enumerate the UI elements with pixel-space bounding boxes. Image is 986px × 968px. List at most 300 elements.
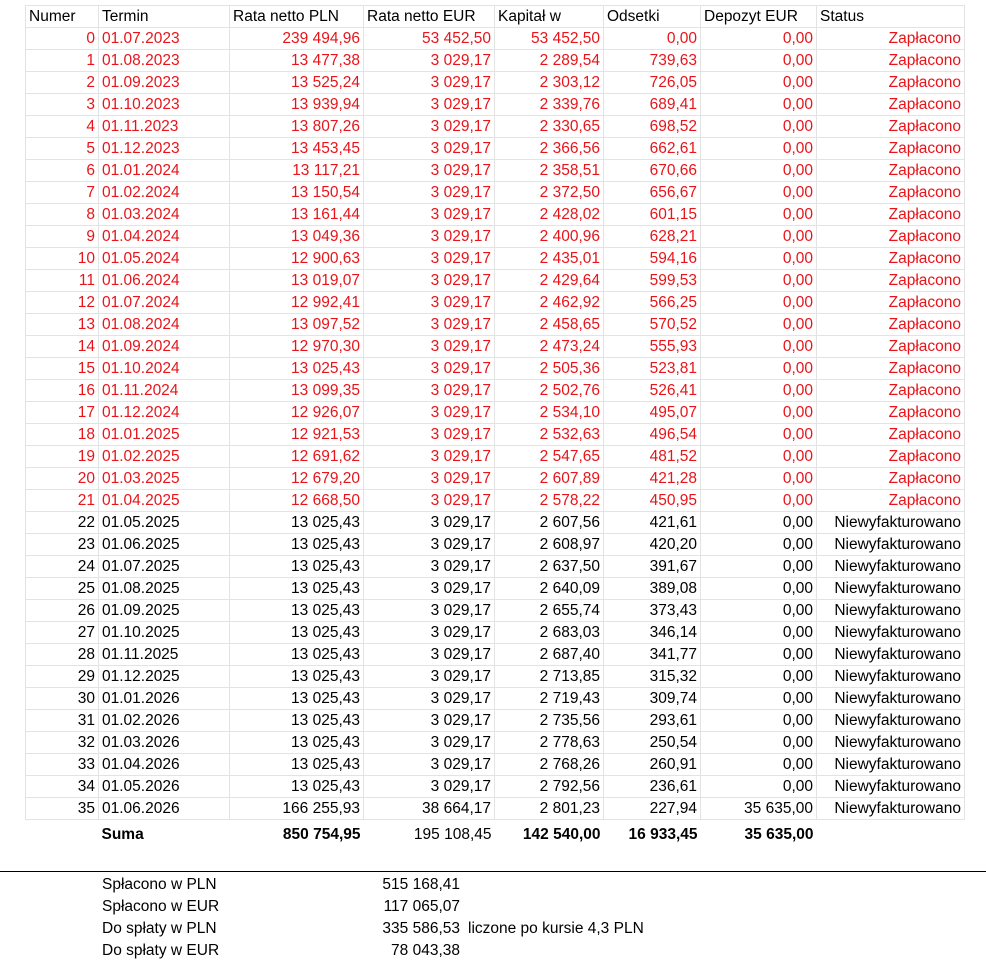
cell-rata-pln[interactable]: 13 477,38 bbox=[230, 50, 364, 72]
cell-rata-pln[interactable]: 13 939,94 bbox=[230, 94, 364, 116]
totals-deposit[interactable]: 35 635,00 bbox=[744, 826, 814, 843]
cell-numer[interactable]: 1 bbox=[26, 50, 99, 72]
cell-kapital[interactable]: 2 366,56 bbox=[495, 138, 604, 160]
cell-numer[interactable]: 26 bbox=[26, 600, 99, 622]
cell-kapital[interactable]: 2 547,65 bbox=[495, 446, 604, 468]
header-numer[interactable]: Numer bbox=[26, 6, 99, 28]
cell-termin[interactable]: 01.08.2025 bbox=[99, 578, 230, 600]
header-termin[interactable]: Termin bbox=[99, 6, 230, 28]
cell-rata-eur[interactable]: 3 029,17 bbox=[364, 270, 495, 292]
cell-status[interactable]: Niewyfakturowano bbox=[817, 578, 965, 600]
cell-depozyt[interactable]: 0,00 bbox=[701, 710, 817, 732]
cell-termin[interactable]: 01.07.2025 bbox=[99, 556, 230, 578]
cell-termin[interactable]: 01.01.2024 bbox=[99, 160, 230, 182]
cell-rata-eur[interactable]: 3 029,17 bbox=[364, 248, 495, 270]
cell-depozyt[interactable]: 0,00 bbox=[701, 270, 817, 292]
cell-depozyt[interactable]: 0,00 bbox=[701, 490, 817, 512]
cell-termin[interactable]: 01.03.2025 bbox=[99, 468, 230, 490]
cell-odsetki[interactable]: 293,61 bbox=[604, 710, 701, 732]
cell-rata-pln[interactable]: 13 150,54 bbox=[230, 182, 364, 204]
cell-rata-pln[interactable]: 12 970,30 bbox=[230, 336, 364, 358]
cell-depozyt[interactable]: 0,00 bbox=[701, 380, 817, 402]
cell-status[interactable]: Zapłacono bbox=[817, 248, 965, 270]
cell-status[interactable]: Zapłacono bbox=[817, 50, 965, 72]
cell-depozyt[interactable]: 0,00 bbox=[701, 732, 817, 754]
cell-status[interactable]: Zapłacono bbox=[817, 402, 965, 424]
cell-odsetki[interactable]: 523,81 bbox=[604, 358, 701, 380]
cell-rata-eur[interactable]: 3 029,17 bbox=[364, 182, 495, 204]
cell-rata-pln[interactable]: 13 117,21 bbox=[230, 160, 364, 182]
cell-rata-eur[interactable]: 3 029,17 bbox=[364, 226, 495, 248]
cell-termin[interactable]: 01.11.2024 bbox=[99, 380, 230, 402]
cell-depozyt[interactable]: 0,00 bbox=[701, 226, 817, 248]
cell-numer[interactable]: 28 bbox=[26, 644, 99, 666]
cell-status[interactable]: Zapłacono bbox=[817, 72, 965, 94]
cell-kapital[interactable]: 2 534,10 bbox=[495, 402, 604, 424]
cell-odsetki[interactable]: 346,14 bbox=[604, 622, 701, 644]
cell-termin[interactable]: 01.07.2023 bbox=[99, 28, 230, 50]
cell-rata-eur[interactable]: 3 029,17 bbox=[364, 160, 495, 182]
cell-depozyt[interactable]: 0,00 bbox=[701, 776, 817, 798]
cell-odsetki[interactable]: 496,54 bbox=[604, 424, 701, 446]
cell-rata-eur[interactable]: 3 029,17 bbox=[364, 72, 495, 94]
cell-rata-pln[interactable]: 13 025,43 bbox=[230, 534, 364, 556]
cell-status[interactable]: Niewyfakturowano bbox=[817, 512, 965, 534]
cell-kapital[interactable]: 2 768,26 bbox=[495, 754, 604, 776]
cell-numer[interactable]: 7 bbox=[26, 182, 99, 204]
cell-kapital[interactable]: 2 429,64 bbox=[495, 270, 604, 292]
cell-rata-eur[interactable]: 3 029,17 bbox=[364, 534, 495, 556]
cell-status[interactable]: Zapłacono bbox=[817, 292, 965, 314]
summary-note[interactable]: liczone po kursie 4,3 PLN bbox=[468, 920, 644, 937]
cell-termin[interactable]: 01.02.2024 bbox=[99, 182, 230, 204]
cell-rata-eur[interactable]: 3 029,17 bbox=[364, 380, 495, 402]
cell-odsetki[interactable]: 739,63 bbox=[604, 50, 701, 72]
cell-odsetki[interactable]: 570,52 bbox=[604, 314, 701, 336]
cell-odsetki[interactable]: 315,32 bbox=[604, 666, 701, 688]
cell-rata-pln[interactable]: 13 025,43 bbox=[230, 512, 364, 534]
cell-rata-pln[interactable]: 13 025,43 bbox=[230, 622, 364, 644]
cell-rata-pln[interactable]: 12 679,20 bbox=[230, 468, 364, 490]
cell-termin[interactable]: 01.12.2025 bbox=[99, 666, 230, 688]
cell-odsetki[interactable]: 698,52 bbox=[604, 116, 701, 138]
cell-rata-eur[interactable]: 3 029,17 bbox=[364, 666, 495, 688]
cell-numer[interactable]: 2 bbox=[26, 72, 99, 94]
cell-numer[interactable]: 34 bbox=[26, 776, 99, 798]
cell-status[interactable]: Niewyfakturowano bbox=[817, 622, 965, 644]
cell-status[interactable]: Niewyfakturowano bbox=[817, 776, 965, 798]
cell-termin[interactable]: 01.06.2025 bbox=[99, 534, 230, 556]
cell-rata-pln[interactable]: 12 921,53 bbox=[230, 424, 364, 446]
cell-status[interactable]: Zapłacono bbox=[817, 468, 965, 490]
cell-rata-pln[interactable]: 239 494,96 bbox=[230, 28, 364, 50]
cell-termin[interactable]: 01.06.2026 bbox=[99, 798, 230, 820]
cell-numer[interactable]: 6 bbox=[26, 160, 99, 182]
cell-rata-pln[interactable]: 13 019,07 bbox=[230, 270, 364, 292]
cell-kapital[interactable]: 2 462,92 bbox=[495, 292, 604, 314]
cell-numer[interactable]: 18 bbox=[26, 424, 99, 446]
cell-depozyt[interactable]: 0,00 bbox=[701, 182, 817, 204]
cell-status[interactable]: Zapłacono bbox=[817, 380, 965, 402]
cell-termin[interactable]: 01.07.2024 bbox=[99, 292, 230, 314]
cell-termin[interactable]: 01.09.2023 bbox=[99, 72, 230, 94]
cell-rata-pln[interactable]: 12 668,50 bbox=[230, 490, 364, 512]
totals-capital[interactable]: 142 540,00 bbox=[522, 826, 601, 843]
cell-depozyt[interactable]: 0,00 bbox=[701, 336, 817, 358]
cell-termin[interactable]: 01.08.2023 bbox=[99, 50, 230, 72]
cell-numer[interactable]: 30 bbox=[26, 688, 99, 710]
cell-rata-pln[interactable]: 13 025,43 bbox=[230, 358, 364, 380]
summary-value[interactable]: 117 065,07 bbox=[383, 898, 460, 915]
cell-depozyt[interactable]: 0,00 bbox=[701, 72, 817, 94]
cell-termin[interactable]: 01.10.2023 bbox=[99, 94, 230, 116]
cell-rata-pln[interactable]: 166 255,93 bbox=[230, 798, 364, 820]
cell-numer[interactable]: 21 bbox=[26, 490, 99, 512]
cell-status[interactable]: Niewyfakturowano bbox=[817, 600, 965, 622]
cell-numer[interactable]: 35 bbox=[26, 798, 99, 820]
cell-numer[interactable]: 8 bbox=[26, 204, 99, 226]
cell-rata-eur[interactable]: 3 029,17 bbox=[364, 644, 495, 666]
header-rata-eur[interactable]: Rata netto EUR bbox=[364, 6, 495, 28]
cell-kapital[interactable]: 2 330,65 bbox=[495, 116, 604, 138]
cell-depozyt[interactable]: 0,00 bbox=[701, 424, 817, 446]
cell-status[interactable]: Zapłacono bbox=[817, 94, 965, 116]
cell-rata-pln[interactable]: 12 992,41 bbox=[230, 292, 364, 314]
cell-rata-pln[interactable]: 13 025,43 bbox=[230, 754, 364, 776]
cell-numer[interactable]: 24 bbox=[26, 556, 99, 578]
cell-rata-pln[interactable]: 13 025,43 bbox=[230, 644, 364, 666]
cell-termin[interactable]: 01.03.2024 bbox=[99, 204, 230, 226]
cell-numer[interactable]: 17 bbox=[26, 402, 99, 424]
cell-status[interactable]: Zapłacono bbox=[817, 204, 965, 226]
cell-status[interactable]: Niewyfakturowano bbox=[817, 688, 965, 710]
cell-termin[interactable]: 01.12.2024 bbox=[99, 402, 230, 424]
cell-depozyt[interactable]: 0,00 bbox=[701, 94, 817, 116]
cell-numer[interactable]: 19 bbox=[26, 446, 99, 468]
cell-kapital[interactable]: 2 607,56 bbox=[495, 512, 604, 534]
cell-depozyt[interactable]: 0,00 bbox=[701, 138, 817, 160]
cell-depozyt[interactable]: 0,00 bbox=[701, 116, 817, 138]
cell-depozyt[interactable]: 0,00 bbox=[701, 600, 817, 622]
cell-depozyt[interactable]: 0,00 bbox=[701, 314, 817, 336]
cell-termin[interactable]: 01.12.2023 bbox=[99, 138, 230, 160]
cell-odsetki[interactable]: 689,41 bbox=[604, 94, 701, 116]
cell-odsetki[interactable]: 481,52 bbox=[604, 446, 701, 468]
cell-kapital[interactable]: 2 655,74 bbox=[495, 600, 604, 622]
cell-odsetki[interactable]: 389,08 bbox=[604, 578, 701, 600]
cell-rata-eur[interactable]: 3 029,17 bbox=[364, 424, 495, 446]
cell-termin[interactable]: 01.09.2025 bbox=[99, 600, 230, 622]
cell-rata-pln[interactable]: 13 807,26 bbox=[230, 116, 364, 138]
cell-depozyt[interactable]: 0,00 bbox=[701, 468, 817, 490]
cell-kapital[interactable]: 2 801,23 bbox=[495, 798, 604, 820]
cell-kapital[interactable]: 2 687,40 bbox=[495, 644, 604, 666]
cell-rata-pln[interactable]: 13 025,43 bbox=[230, 732, 364, 754]
cell-rata-eur[interactable]: 3 029,17 bbox=[364, 710, 495, 732]
cell-depozyt[interactable]: 0,00 bbox=[701, 292, 817, 314]
header-kapital[interactable]: Kapitał w bbox=[495, 6, 604, 28]
cell-termin[interactable]: 01.04.2025 bbox=[99, 490, 230, 512]
cell-numer[interactable]: 13 bbox=[26, 314, 99, 336]
cell-rata-pln[interactable]: 12 900,63 bbox=[230, 248, 364, 270]
cell-depozyt[interactable]: 0,00 bbox=[701, 28, 817, 50]
cell-rata-eur[interactable]: 3 029,17 bbox=[364, 468, 495, 490]
cell-odsetki[interactable]: 391,67 bbox=[604, 556, 701, 578]
cell-kapital[interactable]: 2 339,76 bbox=[495, 94, 604, 116]
cell-kapital[interactable]: 2 713,85 bbox=[495, 666, 604, 688]
cell-kapital[interactable]: 2 532,63 bbox=[495, 424, 604, 446]
cell-depozyt[interactable]: 0,00 bbox=[701, 644, 817, 666]
cell-status[interactable]: Zapłacono bbox=[817, 28, 965, 50]
cell-status[interactable]: Zapłacono bbox=[817, 336, 965, 358]
cell-status[interactable]: Zapłacono bbox=[817, 270, 965, 292]
cell-status[interactable]: Zapłacono bbox=[817, 138, 965, 160]
cell-numer[interactable]: 15 bbox=[26, 358, 99, 380]
cell-kapital[interactable]: 2 289,54 bbox=[495, 50, 604, 72]
cell-status[interactable]: Niewyfakturowano bbox=[817, 798, 965, 820]
cell-rata-eur[interactable]: 3 029,17 bbox=[364, 292, 495, 314]
cell-depozyt[interactable]: 0,00 bbox=[701, 688, 817, 710]
cell-rata-pln[interactable]: 13 097,52 bbox=[230, 314, 364, 336]
cell-kapital[interactable]: 2 458,65 bbox=[495, 314, 604, 336]
cell-odsetki[interactable]: 656,67 bbox=[604, 182, 701, 204]
cell-depozyt[interactable]: 0,00 bbox=[701, 666, 817, 688]
cell-rata-eur[interactable]: 3 029,17 bbox=[364, 490, 495, 512]
cell-odsetki[interactable]: 250,54 bbox=[604, 732, 701, 754]
cell-odsetki[interactable]: 555,93 bbox=[604, 336, 701, 358]
cell-rata-eur[interactable]: 3 029,17 bbox=[364, 578, 495, 600]
cell-numer[interactable]: 9 bbox=[26, 226, 99, 248]
cell-odsetki[interactable]: 628,21 bbox=[604, 226, 701, 248]
cell-numer[interactable]: 16 bbox=[26, 380, 99, 402]
cell-status[interactable]: Zapłacono bbox=[817, 490, 965, 512]
cell-termin[interactable]: 01.09.2024 bbox=[99, 336, 230, 358]
cell-numer[interactable]: 27 bbox=[26, 622, 99, 644]
cell-depozyt[interactable]: 0,00 bbox=[701, 512, 817, 534]
header-status[interactable]: Status bbox=[817, 6, 965, 28]
cell-depozyt[interactable]: 0,00 bbox=[701, 754, 817, 776]
cell-termin[interactable]: 01.02.2025 bbox=[99, 446, 230, 468]
cell-termin[interactable]: 01.08.2024 bbox=[99, 314, 230, 336]
cell-status[interactable]: Zapłacono bbox=[817, 116, 965, 138]
cell-odsetki[interactable]: 421,61 bbox=[604, 512, 701, 534]
cell-rata-eur[interactable]: 3 029,17 bbox=[364, 314, 495, 336]
cell-rata-eur[interactable]: 3 029,17 bbox=[364, 732, 495, 754]
cell-termin[interactable]: 01.03.2026 bbox=[99, 732, 230, 754]
cell-odsetki[interactable]: 601,15 bbox=[604, 204, 701, 226]
cell-rata-pln[interactable]: 13 025,43 bbox=[230, 578, 364, 600]
cell-odsetki[interactable]: 421,28 bbox=[604, 468, 701, 490]
cell-kapital[interactable]: 2 608,97 bbox=[495, 534, 604, 556]
cell-termin[interactable]: 01.05.2025 bbox=[99, 512, 230, 534]
cell-kapital[interactable]: 2 505,36 bbox=[495, 358, 604, 380]
cell-numer[interactable]: 3 bbox=[26, 94, 99, 116]
cell-depozyt[interactable]: 35 635,00 bbox=[701, 798, 817, 820]
cell-rata-pln[interactable]: 13 025,43 bbox=[230, 710, 364, 732]
cell-termin[interactable]: 01.04.2026 bbox=[99, 754, 230, 776]
cell-numer[interactable]: 0 bbox=[26, 28, 99, 50]
cell-status[interactable]: Zapłacono bbox=[817, 424, 965, 446]
cell-odsetki[interactable]: 726,05 bbox=[604, 72, 701, 94]
cell-termin[interactable]: 01.10.2025 bbox=[99, 622, 230, 644]
cell-numer[interactable]: 14 bbox=[26, 336, 99, 358]
cell-kapital[interactable]: 2 683,03 bbox=[495, 622, 604, 644]
cell-numer[interactable]: 20 bbox=[26, 468, 99, 490]
cell-rata-pln[interactable]: 13 525,24 bbox=[230, 72, 364, 94]
cell-rata-pln[interactable]: 13 025,43 bbox=[230, 776, 364, 798]
cell-status[interactable]: Zapłacono bbox=[817, 446, 965, 468]
cell-kapital[interactable]: 2 435,01 bbox=[495, 248, 604, 270]
cell-odsetki[interactable]: 566,25 bbox=[604, 292, 701, 314]
cell-kapital[interactable]: 2 640,09 bbox=[495, 578, 604, 600]
cell-rata-eur[interactable]: 3 029,17 bbox=[364, 622, 495, 644]
cell-depozyt[interactable]: 0,00 bbox=[701, 204, 817, 226]
cell-termin[interactable]: 01.01.2025 bbox=[99, 424, 230, 446]
cell-termin[interactable]: 01.04.2024 bbox=[99, 226, 230, 248]
cell-numer[interactable]: 4 bbox=[26, 116, 99, 138]
cell-rata-eur[interactable]: 3 029,17 bbox=[364, 446, 495, 468]
cell-termin[interactable]: 01.02.2026 bbox=[99, 710, 230, 732]
cell-termin[interactable]: 01.10.2024 bbox=[99, 358, 230, 380]
cell-rata-eur[interactable]: 3 029,17 bbox=[364, 336, 495, 358]
cell-rata-eur[interactable]: 3 029,17 bbox=[364, 776, 495, 798]
cell-numer[interactable]: 31 bbox=[26, 710, 99, 732]
cell-odsetki[interactable]: 373,43 bbox=[604, 600, 701, 622]
cell-odsetki[interactable]: 450,95 bbox=[604, 490, 701, 512]
cell-termin[interactable]: 01.11.2025 bbox=[99, 644, 230, 666]
cell-kapital[interactable]: 2 792,56 bbox=[495, 776, 604, 798]
cell-kapital[interactable]: 2 778,63 bbox=[495, 732, 604, 754]
cell-kapital[interactable]: 2 400,96 bbox=[495, 226, 604, 248]
cell-odsetki[interactable]: 662,61 bbox=[604, 138, 701, 160]
cell-depozyt[interactable]: 0,00 bbox=[701, 622, 817, 644]
cell-odsetki[interactable]: 526,41 bbox=[604, 380, 701, 402]
cell-numer[interactable]: 5 bbox=[26, 138, 99, 160]
cell-numer[interactable]: 23 bbox=[26, 534, 99, 556]
cell-kapital[interactable]: 2 719,43 bbox=[495, 688, 604, 710]
cell-status[interactable]: Niewyfakturowano bbox=[817, 644, 965, 666]
cell-rata-eur[interactable]: 3 029,17 bbox=[364, 204, 495, 226]
cell-odsetki[interactable]: 0,00 bbox=[604, 28, 701, 50]
cell-depozyt[interactable]: 0,00 bbox=[701, 578, 817, 600]
cell-odsetki[interactable]: 341,77 bbox=[604, 644, 701, 666]
cell-status[interactable]: Niewyfakturowano bbox=[817, 754, 965, 776]
cell-depozyt[interactable]: 0,00 bbox=[701, 446, 817, 468]
cell-kapital[interactable]: 2 428,02 bbox=[495, 204, 604, 226]
cell-status[interactable]: Niewyfakturowano bbox=[817, 666, 965, 688]
cell-rata-pln[interactable]: 13 025,43 bbox=[230, 600, 364, 622]
cell-numer[interactable]: 10 bbox=[26, 248, 99, 270]
cell-kapital[interactable]: 2 637,50 bbox=[495, 556, 604, 578]
cell-kapital[interactable]: 2 358,51 bbox=[495, 160, 604, 182]
cell-termin[interactable]: 01.01.2026 bbox=[99, 688, 230, 710]
cell-rata-pln[interactable]: 13 025,43 bbox=[230, 556, 364, 578]
cell-rata-pln[interactable]: 13 453,45 bbox=[230, 138, 364, 160]
cell-rata-pln[interactable]: 13 161,44 bbox=[230, 204, 364, 226]
cell-rata-eur[interactable]: 3 029,17 bbox=[364, 94, 495, 116]
cell-kapital[interactable]: 2 578,22 bbox=[495, 490, 604, 512]
summary-value[interactable]: 335 586,53 bbox=[382, 920, 460, 937]
cell-termin[interactable]: 01.05.2024 bbox=[99, 248, 230, 270]
cell-rata-pln[interactable]: 12 926,07 bbox=[230, 402, 364, 424]
cell-kapital[interactable]: 2 372,50 bbox=[495, 182, 604, 204]
cell-depozyt[interactable]: 0,00 bbox=[701, 50, 817, 72]
cell-numer[interactable]: 22 bbox=[26, 512, 99, 534]
cell-status[interactable]: Zapłacono bbox=[817, 358, 965, 380]
cell-status[interactable]: Niewyfakturowano bbox=[817, 534, 965, 556]
cell-kapital[interactable]: 2 502,76 bbox=[495, 380, 604, 402]
cell-rata-eur[interactable]: 3 029,17 bbox=[364, 754, 495, 776]
cell-rata-eur[interactable]: 38 664,17 bbox=[364, 798, 495, 820]
cell-status[interactable]: Zapłacono bbox=[817, 182, 965, 204]
cell-odsetki[interactable]: 260,91 bbox=[604, 754, 701, 776]
cell-rata-pln[interactable]: 13 049,36 bbox=[230, 226, 364, 248]
cell-termin[interactable]: 01.06.2024 bbox=[99, 270, 230, 292]
cell-rata-eur[interactable]: 3 029,17 bbox=[364, 556, 495, 578]
cell-kapital[interactable]: 53 452,50 bbox=[495, 28, 604, 50]
cell-depozyt[interactable]: 0,00 bbox=[701, 556, 817, 578]
cell-rata-eur[interactable]: 3 029,17 bbox=[364, 402, 495, 424]
header-depozyt[interactable]: Depozyt EUR bbox=[701, 6, 817, 28]
cell-rata-eur[interactable]: 53 452,50 bbox=[364, 28, 495, 50]
totals-interest[interactable]: 16 933,45 bbox=[628, 826, 698, 843]
cell-odsetki[interactable]: 309,74 bbox=[604, 688, 701, 710]
cell-numer[interactable]: 11 bbox=[26, 270, 99, 292]
cell-depozyt[interactable]: 0,00 bbox=[701, 358, 817, 380]
cell-status[interactable]: Niewyfakturowano bbox=[817, 710, 965, 732]
cell-kapital[interactable]: 2 303,12 bbox=[495, 72, 604, 94]
cell-status[interactable]: Zapłacono bbox=[817, 160, 965, 182]
cell-status[interactable]: Niewyfakturowano bbox=[817, 732, 965, 754]
cell-numer[interactable]: 29 bbox=[26, 666, 99, 688]
cell-kapital[interactable]: 2 735,56 bbox=[495, 710, 604, 732]
summary-value[interactable]: 515 168,41 bbox=[382, 876, 460, 893]
cell-odsetki[interactable]: 670,66 bbox=[604, 160, 701, 182]
cell-odsetki[interactable]: 594,16 bbox=[604, 248, 701, 270]
cell-numer[interactable]: 12 bbox=[26, 292, 99, 314]
cell-rata-eur[interactable]: 3 029,17 bbox=[364, 116, 495, 138]
cell-depozyt[interactable]: 0,00 bbox=[701, 402, 817, 424]
cell-rata-eur[interactable]: 3 029,17 bbox=[364, 512, 495, 534]
cell-rata-eur[interactable]: 3 029,17 bbox=[364, 358, 495, 380]
cell-odsetki[interactable]: 495,07 bbox=[604, 402, 701, 424]
cell-odsetki[interactable]: 227,94 bbox=[604, 798, 701, 820]
cell-numer[interactable]: 33 bbox=[26, 754, 99, 776]
cell-rata-eur[interactable]: 3 029,17 bbox=[364, 138, 495, 160]
cell-rata-pln[interactable]: 12 691,62 bbox=[230, 446, 364, 468]
totals-pln[interactable]: 850 754,95 bbox=[282, 826, 361, 843]
cell-depozyt[interactable]: 0,00 bbox=[701, 248, 817, 270]
header-rata-pln[interactable]: Rata netto PLN bbox=[230, 6, 364, 28]
totals-eur[interactable]: 195 108,45 bbox=[413, 826, 492, 843]
cell-depozyt[interactable]: 0,00 bbox=[701, 534, 817, 556]
cell-status[interactable]: Zapłacono bbox=[817, 226, 965, 248]
cell-rata-eur[interactable]: 3 029,17 bbox=[364, 50, 495, 72]
cell-termin[interactable]: 01.05.2026 bbox=[99, 776, 230, 798]
cell-status[interactable]: Niewyfakturowano bbox=[817, 556, 965, 578]
cell-rata-eur[interactable]: 3 029,17 bbox=[364, 688, 495, 710]
cell-odsetki[interactable]: 236,61 bbox=[604, 776, 701, 798]
cell-rata-pln[interactable]: 13 099,35 bbox=[230, 380, 364, 402]
cell-rata-pln[interactable]: 13 025,43 bbox=[230, 666, 364, 688]
cell-termin[interactable]: 01.11.2023 bbox=[99, 116, 230, 138]
summary-value[interactable]: 78 043,38 bbox=[391, 942, 460, 959]
cell-odsetki[interactable]: 420,20 bbox=[604, 534, 701, 556]
cell-odsetki[interactable]: 599,53 bbox=[604, 270, 701, 292]
cell-numer[interactable]: 32 bbox=[26, 732, 99, 754]
cell-depozyt[interactable]: 0,00 bbox=[701, 160, 817, 182]
cell-status[interactable]: Zapłacono bbox=[817, 314, 965, 336]
